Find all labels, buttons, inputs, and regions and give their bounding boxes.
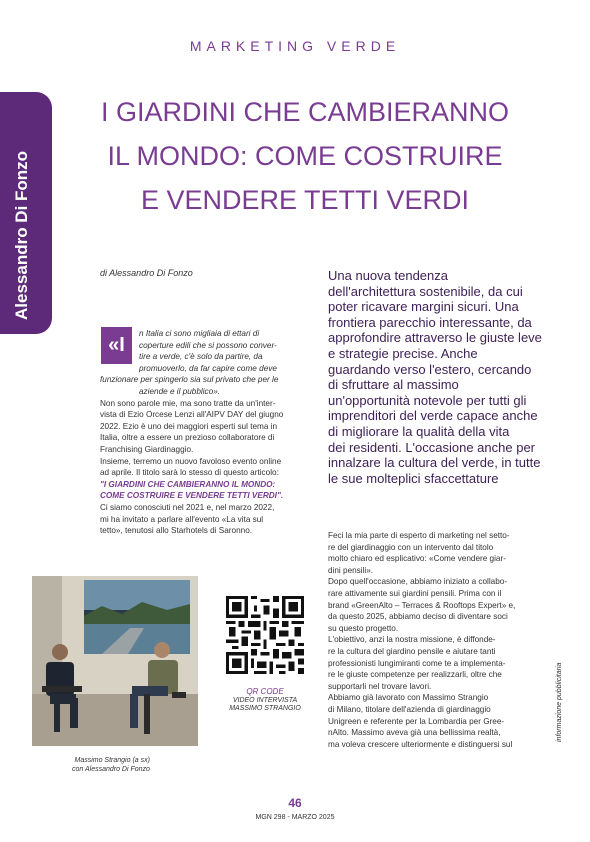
body-line: Unigreen e referente per la Lombardia per Gree- [328, 716, 505, 726]
qr-caption-title: QR CODE [246, 687, 284, 696]
body-line: Franchising Giardinaggio. [100, 444, 194, 454]
photo-caption-line: con Alessandro Di Fonzo [72, 766, 150, 773]
body-line: nAlto. Massimo aveva già una bellissima realtà, [328, 728, 501, 738]
event-photo-illustration [32, 576, 198, 746]
body-line: Non sono parole mie, ma sono tratte da un'inter- [100, 398, 276, 408]
body-line: rare attivamente sui giardini pensili. Prima con il [328, 588, 502, 598]
qr-caption [226, 688, 304, 714]
qr-caption-line: VIDEO INTERVISTA [232, 696, 298, 704]
body-line: re la cultura del giardino pensile e aiutare tanti [328, 646, 496, 656]
lead-line: approfondire attraverso le giuste leve [328, 330, 542, 346]
article-title [90, 90, 520, 222]
section-label: MARKETING VERDE [189, 38, 401, 54]
lead-line: e strategie precise. Anche [328, 345, 478, 361]
body-line: Dopo quell'occasione, abbiamo iniziato a collabo- [328, 577, 508, 587]
body-line: molto chiaro ed esplicativo: «Come vendere giar- [328, 554, 506, 564]
advertising-note: informazione pubblicitaria [556, 662, 563, 742]
body-line: L'obiettivo, anzi la nostra missione, è diffonde- [328, 635, 496, 645]
lead-line: guardando verso l'estero, cercando [328, 361, 532, 377]
lead-line: Una nuova tendenza [328, 268, 448, 283]
qr-caption-line: MASSIMO STRANGIO [229, 705, 301, 712]
author-tab-label: Alessandro Di Fonzo [12, 150, 31, 320]
body-line: Abbiamo già lavorato con Massimo Strangio [328, 693, 489, 703]
lead-line: dei residenti. L'occasione anche per [328, 439, 536, 455]
title-line: E VENDERE TETTI VERDI [140, 185, 470, 215]
body-line: ad aprile. Il titolo sarà lo stesso di questo articolo: [100, 468, 279, 478]
body-line: ma voleva crescere ulteriormente e distinguersi sul [328, 739, 513, 749]
body-line: da questo 2025, abbiamo deciso di diventare soci [328, 612, 508, 622]
body-column-right [328, 530, 562, 750]
byline: di Alessandro Di Fonzo [100, 268, 193, 278]
qr-code-icon[interactable] [226, 596, 304, 674]
body-line: Feci la mia parte di esperto di marketing nel setto- [328, 531, 510, 540]
body-line: tetto», tenutosi allo Starhotels di Saronno. [100, 526, 253, 536]
body-line: Ci siamo conosciuti nel 2021 e, nel marzo 2022, [100, 502, 275, 512]
page-number: 46 [288, 796, 302, 810]
photo-caption-line: Massimo Strangio (a sx) [74, 757, 150, 764]
highlight-line: "I GIARDINI CHE CAMBIERANNO IL MONDO: [100, 479, 276, 489]
body-line: vista di Ezio Orcese Lenzi all'AIPV DAY del giugno [100, 410, 284, 420]
body-line: supportarli nel trovare lavori. [328, 681, 432, 691]
body-line: funzionare per spingerlo sia sul privato che per le [100, 375, 279, 385]
lead-line: frontiera parecchio interessante, da [328, 314, 532, 330]
lead-line: innalzare la cultura del verde, in tutte [328, 455, 541, 471]
body-line: mi ha invitato a parlare all'evento «La vita sul [100, 514, 264, 524]
issue-label: MGN 298 - MARZO 2025 [255, 814, 335, 821]
author-side-tab [0, 92, 52, 334]
body-line: promuoverlo, da far capire come deve [139, 363, 277, 373]
title-line: IL MONDO: COME COSTRUIRE [107, 141, 503, 171]
body-line: su questo progetto. [328, 623, 399, 633]
body-line: Insieme, terremo un nuovo favoloso evento online [100, 456, 282, 466]
lead-line: un'opportunità notevole per tutti gli [328, 392, 527, 408]
body-line: re le giuste competenze per realizzarli, oltre che [328, 670, 502, 680]
lead-line: dell'architettura sostenibile, da cui [328, 283, 523, 299]
body-line: Italia, oltre a essere un prezioso collaboratore di [100, 433, 275, 443]
event-photo [32, 576, 198, 746]
title-line: I GIARDINI CHE CAMBIERANNO [100, 97, 510, 127]
body-line: tire a verde, c'è solo da partire, da [139, 352, 263, 362]
body-column-left [100, 328, 304, 537]
lead-line: di migliorare la qualità della vita [328, 423, 510, 439]
lead-line: di sfruttare al massimo [328, 377, 459, 393]
lead-line: poter ricavare margini sicuri. Una [328, 299, 519, 315]
body-line: 2022. Ezio è uno dei maggiori esperti sul tema in [100, 421, 278, 431]
highlight-line: COME COSTRUIRE E VENDERE TETTI VERDI". [100, 491, 284, 501]
body-line: brand «GreenAlto – Terraces & Rooftops Expert» e, [328, 600, 516, 610]
lead-line: imprenditori del verde capace anche [328, 408, 538, 424]
body-line: dini pensili». [328, 565, 374, 575]
body-line: coperture edili che si possono conver- [139, 340, 277, 350]
body-line: aziende e il pubblico». [139, 386, 221, 396]
body-line: re del giardinaggio con un intervento dal titolo [328, 542, 494, 552]
photo-caption [72, 756, 150, 774]
lead-line: le sue molteplici sfaccettature [328, 470, 499, 486]
body-line: n Italia ci sono migliaia di ettari di [139, 329, 260, 338]
drop-cap: «I [101, 327, 132, 364]
qr-code-graphic [226, 596, 304, 674]
body-line: di Milano, titolare dell'azienda di giardinaggio [328, 704, 491, 714]
lead-paragraph [328, 268, 560, 486]
body-line: professionisti lungimiranti come te a implementa- [328, 658, 506, 668]
